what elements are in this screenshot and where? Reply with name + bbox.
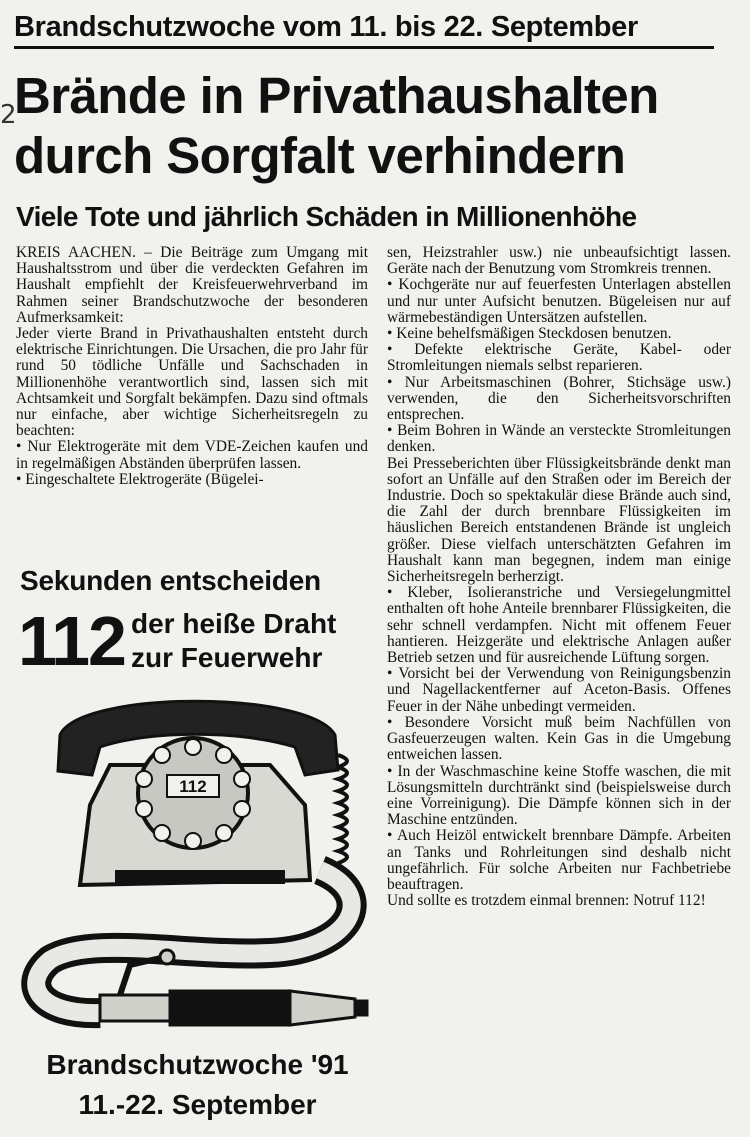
- headline-line: Brände in Privathaushalten: [14, 67, 659, 124]
- dial-number-label: 112: [179, 777, 207, 796]
- bullet-item: • Eingeschaltete Elektrogeräte (Bügelei-: [16, 470, 264, 488]
- bullet-item: • Defekte elektrische Geräte, Kabel- oder Stromleitungen niemals selbst reparieren.: [387, 341, 731, 375]
- paragraph: Bei Presseberichten über Flüssigkeitsbrände denkt man sofort an Unfälle auf den Straßen oder im Bereich der Industrie. Doch so spektakulär diese Brände auch sind, die Zahl der durch brennbare Flüssigkeiten im häuslichen Bereich entstandenen Brände ist ungleich größer. Diese vielfach unterschätzten Gefahren im Haushalt kann man begegnen, indem man einige Sicherheitsregeln berherzigt.: [387, 454, 731, 586]
- bullet-item: • In der Waschmaschine keine Stoffe waschen, die mit Lösungsmitteln durchtränkt sind (beispielsweise durch eine Vorreinigung). Die Dämpfe können sich in der Maschine entzünden.: [387, 762, 731, 829]
- ad-hotline-line: der heiße Draht: [131, 608, 337, 639]
- ad-hotline-text: [131, 607, 336, 675]
- bullet-item: • Kleber, Isolieranstriche und Versiegelungmittel enthalten oft hohe Anteile brennbarer Flüssigkeiten, die sehr schnell verdampfen. Nicht mit offenem Feuer hantieren. Heizgeräte und elektrische Anlagen außer Betrieb setzen und für ausreichende Lüftung sorgen.: [387, 584, 731, 667]
- bullet-item: • Keine behelfsmäßigen Steckdosen benutzen.: [387, 325, 672, 343]
- bullet-item: • Kochgeräte nur auf feuerfesten Unterlagen abstellen und nur unter Aufsicht benutzen. Bügeleisen nur auf wärmebeständigen Untersätzen aufstellen.: [387, 276, 731, 326]
- bullet-item: • Auch Heizöl entwickelt brennbare Dämpfe. Arbeiten an Tanks und Rohrleitungen sind deshalb nicht ungefährlich. Für solche Arbeiten nur Fachbetriebe beauftragen.: [387, 827, 731, 893]
- telephone-hose-illustration: [20, 695, 370, 1040]
- ad-dates: 11.-22. September: [78, 1089, 317, 1120]
- bullet-item: • Vorsicht bei der Verwendung von Reinigungsbenzin und Nagellackentferner auf Aceton-Basis. Offenes Feuer in der Nähe unbedingt vermeiden.: [387, 665, 731, 715]
- bullet-item: • Besondere Vorsicht muß beim Nachfüllen von Gasfeuerzeugen walten. Kein Gas in die Umgebung entweichen lassen.: [387, 713, 731, 764]
- ad-emergency-number: 112: [18, 602, 125, 680]
- paragraph: Jeder vierte Brand in Privathaushalten entsteht durch elektrische Einrichtungen. Die Ursachen, die pro Jahr für rund 50 tödliche Unfälle und Sachschaden in Millionenhöhe verantwortlich sind, lassen sich mit Achtsamkeit und Sorgfalt bekämpfen. Dazu sind oftmals nur einfache, aber wichtige Sicherheitsregeln zu beachten:: [16, 325, 368, 440]
- ad-tagline: Sekunden entscheiden: [20, 565, 321, 596]
- paragraph: Und sollte es trotzdem einmal brennen: Notruf 112!: [387, 892, 706, 910]
- paragraph: KREIS AACHEN. – Die Beiträge zum Umgang mit Haushaltsstrom und über die verdeckten Gefahren im Haushalt empfiehlt der Kreisfeuerwehrverband im Rahmen seiner Brandschutzwoche der besonderen Aufmerksamkeit:: [16, 244, 368, 326]
- article-column-right: [387, 245, 731, 909]
- margin-handwritten-mark: 2: [0, 100, 17, 130]
- article-column-left: [16, 245, 368, 488]
- subheadline: Viele Tote und jährlich Schäden in Millionenhöhe: [16, 201, 637, 232]
- ad-week-title: Brandschutzwoche '91: [46, 1049, 349, 1080]
- paragraph: sen, Heizstrahler usw.) nie unbeaufsichtigt lassen. Geräte nach der Benutzung vom Stromkreis trennen.: [387, 244, 731, 278]
- headline: [14, 66, 734, 186]
- bullet-item: • Nur Elektrogeräte mit dem VDE-Zeichen kaufen und in regelmäßigen Abständen überprüfen lassen.: [16, 438, 368, 472]
- bullet-item: • Nur Arbeitsmaschinen (Bohrer, Stichsäge usw.) verwenden, die den Sicherheitsvorschriften entsprechen.: [387, 373, 731, 424]
- top-banner: Brandschutzwoche vom 11. bis 22. September: [14, 8, 714, 49]
- headline-line: durch Sorgfalt verhindern: [14, 127, 626, 184]
- ad-hotline-line: zur Feuerwehr: [131, 642, 323, 673]
- bullet-item: • Beim Bohren in Wände an versteckte Stromleitungen denken.: [387, 422, 731, 456]
